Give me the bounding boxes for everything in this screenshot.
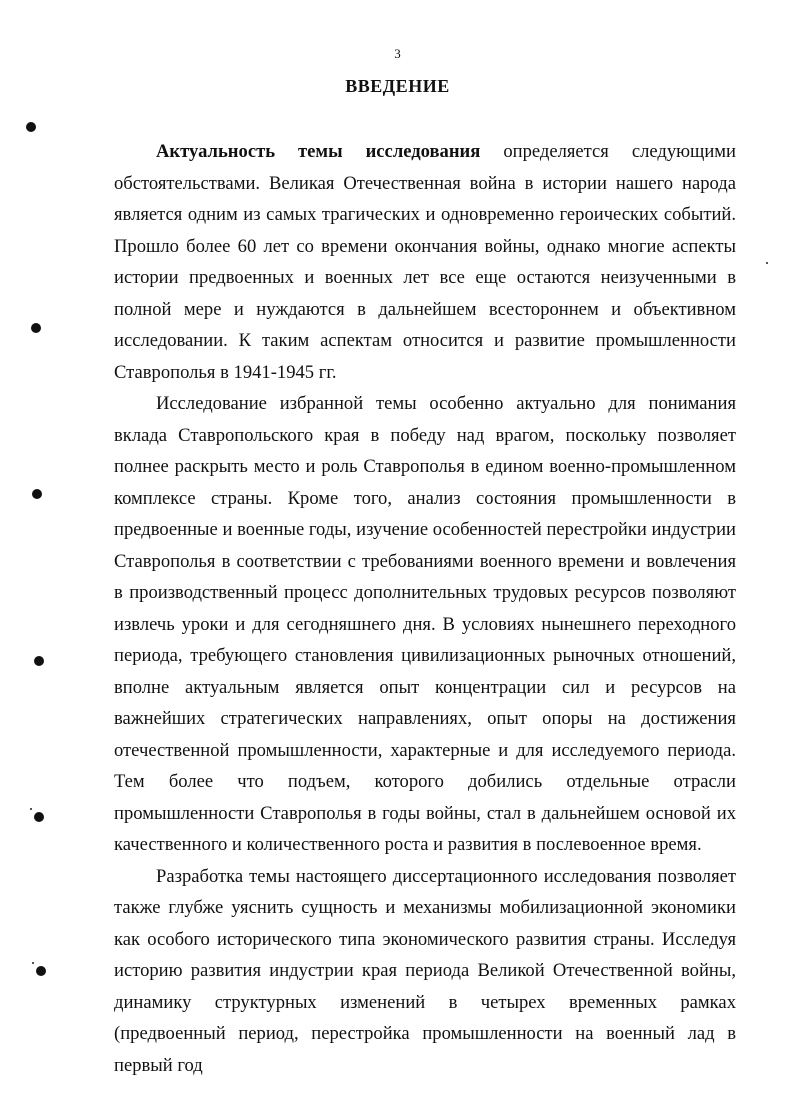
paragraph-relevance (114, 136, 736, 388)
scan-speck-mark (32, 962, 34, 964)
paragraph-lead: Актуальность темы исследования (156, 141, 481, 162)
binding-hole-mark (34, 656, 44, 666)
binding-hole-mark (36, 966, 46, 976)
scan-speck-mark (30, 808, 32, 810)
scan-speck-mark (766, 262, 768, 264)
binding-hole-mark (31, 323, 41, 333)
binding-hole-mark (34, 812, 44, 822)
page-title: ВВЕДЕНИЕ (345, 76, 450, 96)
paragraph-study-importance (114, 388, 736, 861)
binding-hole-mark (26, 122, 36, 132)
page-number: 3 (394, 46, 401, 61)
paragraph-text: Разработка темы настоящего диссертационного исследования позволяет также глубже уяснить сущность и механизмы мобилизационной экономики как особого исторического типа экономического развития страны. Исследуя историю развития индустрии края периода Великой Отечественной войны, динамику структурных изменений в четырех временных рамках (предвоенный период, перестройка промышленности на военный лад в первый год (114, 865, 736, 1076)
paragraph-mobilization-economy (114, 861, 736, 1082)
body-text (114, 136, 736, 1081)
paragraph-text: Исследование избранной темы особенно актуально для понимания вклада Ставропольского края в победу над врагом, поскольку позволяет полнее раскрыть место и роль Ставрополья в едином военно-промышленном комплексе страны. Кроме того, анализ состояния промышленности в предвоенные и военные годы, изучение особенностей перестройки индустрии Ставрополья в соответствии с требованиями военного времени и вовлечения в производственный процесс дополнительных трудовых ресурсов позволяют извлечь уроки и для сегодняшнего дня. В условиях нынешнего переходного периода, требующего становления цивилизационных рыночных отношений, вполне актуальным является опыт концентрации сил и ресурсов на важнейших стратегических направлениях, опыт опоры на достижения отечественной промышленности, характерные и для исследуемого периода. Тем более что подъем, которого добились отдельные отрасли промышленности Ставрополья в годы войны, стал в дальнейшем основой их качественного и количественного роста и развития в послевоенное время. (114, 393, 736, 855)
paragraph-text: определяется следующими обстоятельствами. Великая Отечественная война в истории нашего народа является одним из самых трагических и одновременно героических событий. Прошло более 60 лет со времени окончания войны, однако многие аспекты истории предвоенных и военных лет все еще остаются неизученными в полной мере и нуждаются в дальнейшем всестороннем и объективном исследовании. К таким аспектам относится и развитие промышленности Ставрополья в 1941-1945 гг. (114, 141, 736, 383)
binding-hole-mark (32, 489, 42, 499)
